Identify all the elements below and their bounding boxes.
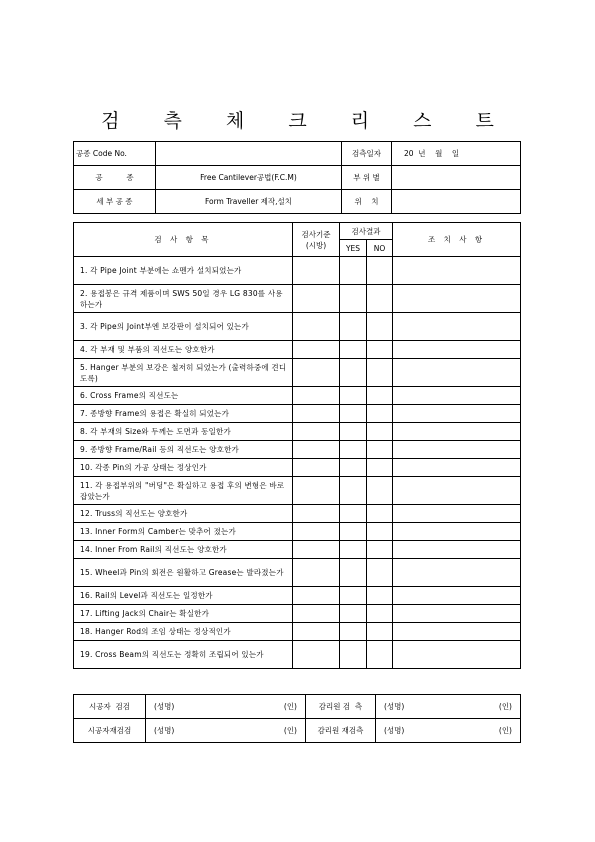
no-check-cell[interactable] xyxy=(367,405,393,423)
criteria-cell[interactable] xyxy=(293,623,340,641)
header-item: 검 사 항 목 xyxy=(74,223,293,257)
info-row-code xyxy=(74,142,521,166)
table-row xyxy=(74,257,521,285)
supervisor-sign-field[interactable] xyxy=(376,695,521,719)
yes-check-cell[interactable] xyxy=(340,523,367,541)
date-value-field[interactable]: 20 년 월 일 xyxy=(392,142,521,166)
no-check-cell[interactable] xyxy=(367,641,393,669)
work-label: 공 종 xyxy=(74,166,156,190)
table-row xyxy=(74,587,521,605)
no-check-cell[interactable] xyxy=(367,423,393,441)
supervisor-name: (성명) xyxy=(384,702,405,711)
yes-check-cell[interactable] xyxy=(340,441,367,459)
action-cell[interactable] xyxy=(393,641,521,669)
action-cell[interactable] xyxy=(393,477,521,505)
contractor-recheck-sign-field[interactable] xyxy=(146,719,306,743)
supervisor-recheck-seal: (인) xyxy=(498,726,512,735)
table-row xyxy=(74,541,521,559)
criteria-cell[interactable] xyxy=(293,641,340,669)
action-cell[interactable] xyxy=(393,285,521,313)
no-check-cell[interactable] xyxy=(367,387,393,405)
signature-row-1 xyxy=(74,695,521,719)
action-cell[interactable] xyxy=(393,387,521,405)
action-cell[interactable] xyxy=(393,313,521,341)
yes-check-cell[interactable] xyxy=(340,459,367,477)
check-item-text: 5. Hanger 부분의 보강은 철저히 되었는가 (출력하중에 견디도록) xyxy=(74,359,293,387)
contractor-chief-sign-field[interactable] xyxy=(146,695,306,719)
table-row xyxy=(74,523,521,541)
criteria-cell[interactable] xyxy=(293,359,340,387)
criteria-cell[interactable] xyxy=(293,387,340,405)
table-row xyxy=(74,441,521,459)
yes-check-cell[interactable] xyxy=(340,541,367,559)
yes-check-cell[interactable] xyxy=(340,641,367,669)
contractor-recheck-seal: (인) xyxy=(283,726,297,735)
action-cell[interactable] xyxy=(393,359,521,387)
criteria-cell[interactable] xyxy=(293,523,340,541)
contractor-chief-label: 시공자 검검 xyxy=(74,695,146,719)
check-item-text: 10. 각종 Pin의 가공 상태는 정상인가 xyxy=(74,459,293,477)
criteria-cell[interactable] xyxy=(293,541,340,559)
table-row xyxy=(74,605,521,623)
check-item-text: 16. Rail의 Level과 직선도는 일정한가 xyxy=(74,587,293,605)
check-item-text: 19. Cross Beam의 직선도는 정확히 조립되어 있는가 xyxy=(74,641,293,669)
no-check-cell[interactable] xyxy=(367,257,393,285)
yes-check-cell[interactable] xyxy=(340,587,367,605)
contractor-chief-seal: (인) xyxy=(283,702,297,711)
no-check-cell[interactable] xyxy=(367,587,393,605)
check-item-text: 12. Truss의 직선도는 양호한가 xyxy=(74,505,293,523)
header-criteria: 검사기준 (시방) xyxy=(293,223,340,257)
yes-check-cell[interactable] xyxy=(340,257,367,285)
no-check-cell[interactable] xyxy=(367,505,393,523)
supervisor-recheck-label: 감리원 재검측 xyxy=(306,719,376,743)
yes-check-cell[interactable] xyxy=(340,559,367,587)
no-check-cell[interactable] xyxy=(367,341,393,359)
code-label: 공종 Code No. xyxy=(74,142,156,166)
header-action: 조 치 사 항 xyxy=(393,223,521,257)
contractor-recheck-label: 시공자재검검 xyxy=(74,719,146,743)
criteria-cell[interactable] xyxy=(293,285,340,313)
no-check-cell[interactable] xyxy=(367,459,393,477)
action-cell[interactable] xyxy=(393,541,521,559)
check-item-text: 3. 각 Pipe의 Joint부엔 보강판이 설치되어 있는가 xyxy=(74,313,293,341)
checklist-table xyxy=(73,222,521,669)
location-value-field[interactable] xyxy=(392,190,521,214)
criteria-cell[interactable] xyxy=(293,459,340,477)
criteria-cell[interactable] xyxy=(293,423,340,441)
signature-row-2 xyxy=(74,719,521,743)
check-item-text: 14. Inner From Rail의 직선도는 양호한가 xyxy=(74,541,293,559)
criteria-cell[interactable] xyxy=(293,341,340,359)
part-value-field[interactable] xyxy=(392,166,521,190)
no-check-cell[interactable] xyxy=(367,441,393,459)
part-label: 부 위 별 xyxy=(342,166,392,190)
table-row xyxy=(74,505,521,523)
action-cell[interactable] xyxy=(393,405,521,423)
yes-check-cell[interactable] xyxy=(340,423,367,441)
check-item-text: 4. 각 부재 및 부품의 직선도는 양호한가 xyxy=(74,341,293,359)
no-check-cell[interactable] xyxy=(367,523,393,541)
supervisor-seal: (인) xyxy=(498,702,512,711)
table-row xyxy=(74,359,521,387)
no-check-cell[interactable] xyxy=(367,285,393,313)
action-cell[interactable] xyxy=(393,559,521,587)
detail-value-field[interactable]: Form Traveller 제작,설치 xyxy=(156,190,342,214)
check-item-text: 18. Hanger Rod의 조임 상태는 정상적인가 xyxy=(74,623,293,641)
yes-check-cell[interactable] xyxy=(340,387,367,405)
header-yes: YES xyxy=(340,240,367,257)
no-check-cell[interactable] xyxy=(367,313,393,341)
criteria-cell[interactable] xyxy=(293,559,340,587)
yes-check-cell[interactable] xyxy=(340,359,367,387)
action-cell[interactable] xyxy=(393,505,521,523)
supervisor-recheck-sign-field[interactable] xyxy=(376,719,521,743)
table-row xyxy=(74,405,521,423)
yes-check-cell[interactable] xyxy=(340,313,367,341)
no-check-cell[interactable] xyxy=(367,541,393,559)
code-value-field[interactable] xyxy=(156,142,342,166)
action-cell[interactable] xyxy=(393,459,521,477)
table-row xyxy=(74,387,521,405)
criteria-cell[interactable] xyxy=(293,587,340,605)
yes-check-cell[interactable] xyxy=(340,477,367,505)
criteria-cell[interactable] xyxy=(293,477,340,505)
table-row xyxy=(74,623,521,641)
table-row xyxy=(74,313,521,341)
action-cell[interactable] xyxy=(393,523,521,541)
no-check-cell[interactable] xyxy=(367,559,393,587)
action-cell[interactable] xyxy=(393,257,521,285)
table-row xyxy=(74,341,521,359)
check-item-text: 6. Cross Frame의 직선도는 xyxy=(74,387,293,405)
criteria-cell[interactable] xyxy=(293,257,340,285)
no-check-cell[interactable] xyxy=(367,623,393,641)
criteria-cell[interactable] xyxy=(293,505,340,523)
criteria-cell[interactable] xyxy=(293,605,340,623)
criteria-cell[interactable] xyxy=(293,441,340,459)
yes-check-cell[interactable] xyxy=(340,285,367,313)
action-cell[interactable] xyxy=(393,587,521,605)
no-check-cell[interactable] xyxy=(367,605,393,623)
checklist-header-row xyxy=(74,223,521,240)
date-label: 검측일자 xyxy=(342,142,392,166)
no-check-cell[interactable] xyxy=(367,477,393,505)
yes-check-cell[interactable] xyxy=(340,341,367,359)
check-item-text: 8. 각 부재의 Size와 두께는 도면과 동일한가 xyxy=(74,423,293,441)
table-row xyxy=(74,477,521,505)
detail-label: 세 부 공 종 xyxy=(74,190,156,214)
location-label: 위 치 xyxy=(342,190,392,214)
no-check-cell[interactable] xyxy=(367,359,393,387)
header-no: NO xyxy=(367,240,393,257)
check-item-text: 11. 각 용접부위의 "버딩"은 확실하고 용접 후의 변형은 바로잡았는가 xyxy=(74,477,293,505)
action-cell[interactable] xyxy=(393,423,521,441)
action-cell[interactable] xyxy=(393,441,521,459)
table-row xyxy=(74,641,521,669)
page-title: 검 측 체 크 리 스 트 xyxy=(101,110,513,132)
yes-check-cell[interactable] xyxy=(340,605,367,623)
contractor-chief-name: (성명) xyxy=(154,702,175,711)
info-row-work xyxy=(74,166,521,190)
signature-table xyxy=(73,694,521,743)
check-item-text: 7. 종방향 Frame의 용접은 확실히 되었는가 xyxy=(74,405,293,423)
contractor-recheck-name: (성명) xyxy=(154,726,175,735)
table-row xyxy=(74,285,521,313)
work-value-field[interactable]: Free Cantilever공법(F.C.M) xyxy=(156,166,342,190)
check-item-text: 17. Lifting Jack의 Chair는 확실한가 xyxy=(74,605,293,623)
info-row-detail xyxy=(74,190,521,214)
criteria-cell[interactable] xyxy=(293,405,340,423)
check-item-text: 2. 용접봉은 규격 제품이며 SWS 50일 경우 LG 830를 사용하는가 xyxy=(74,285,293,313)
action-cell[interactable] xyxy=(393,623,521,641)
supervisor-label: 감리원 검 측 xyxy=(306,695,376,719)
check-item-text: 9. 종방향 Frame/Rail 등의 직선도는 양호한가 xyxy=(74,441,293,459)
yes-check-cell[interactable] xyxy=(340,405,367,423)
action-cell[interactable] xyxy=(393,341,521,359)
checklist-rows xyxy=(74,257,521,669)
yes-check-cell[interactable] xyxy=(340,623,367,641)
criteria-cell[interactable] xyxy=(293,313,340,341)
table-row xyxy=(74,459,521,477)
table-row xyxy=(74,559,521,587)
check-item-text: 13. Inner Form의 Camber는 맞추어 졌는가 xyxy=(74,523,293,541)
yes-check-cell[interactable] xyxy=(340,505,367,523)
info-table xyxy=(73,141,521,214)
action-cell[interactable] xyxy=(393,605,521,623)
supervisor-recheck-name: (성명) xyxy=(384,726,405,735)
header-result: 검사결과 xyxy=(340,223,393,240)
check-item-text: 1. 각 Pipe Joint 부분에는 쇼멘가 설치되었는가 xyxy=(74,257,293,285)
check-item-text: 15. Wheel과 Pin의 회전은 원활하고 Grease는 발라졌는가 xyxy=(74,559,293,587)
table-row xyxy=(74,423,521,441)
